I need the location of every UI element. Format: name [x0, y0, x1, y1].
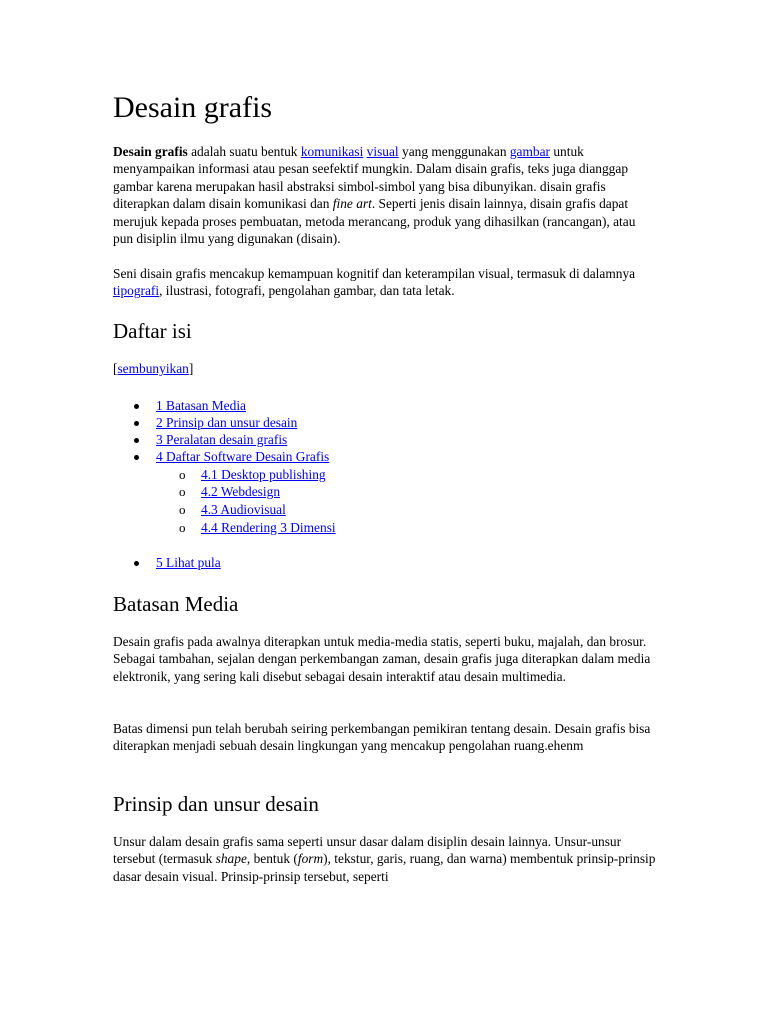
toc-sublink[interactable]: 4.4 Rendering 3 Dimensi	[201, 520, 336, 535]
italic-term: fine art	[332, 196, 372, 212]
toc-item	[156, 554, 221, 571]
link-visual[interactable]: visual	[366, 144, 399, 159]
text-span: Seni disain grafis mencakup kemampuan kognitif dan keterampilan visual, termasuk di dalamnya	[113, 266, 636, 281]
intro-paragraph-2	[113, 265, 658, 300]
link-tipografi[interactable]: tipografi	[113, 283, 160, 299]
toc-link[interactable]: 5 Lihat pula	[156, 555, 221, 570]
bracket-close: ]	[188, 361, 194, 376]
text-span: ), tekstur, garis, ruang, dan warna) membentuk prinsip-prinsip dasar desain visual. Prinsip-prinsip tersebut, seperti	[113, 851, 656, 884]
link-komunikasi[interactable]: komunikasi	[300, 144, 364, 159]
circle-bullet-icon: o	[179, 467, 186, 482]
toc-link[interactable]: 4 Daftar Software Desain Grafis	[156, 449, 330, 464]
text-span: yang menggunakan	[398, 144, 510, 159]
toc-subitem	[179, 501, 286, 518]
circle-bullet-icon: o	[179, 502, 186, 517]
circle-bullet-icon: o	[179, 484, 186, 499]
toc-subitem	[179, 483, 281, 500]
text-span: , bentuk (	[246, 851, 298, 867]
section-heading-prinsip: Prinsip dan unsur desain	[113, 792, 319, 816]
link-gambar[interactable]: gambar	[509, 144, 551, 159]
bullet-icon	[134, 455, 139, 460]
toc-toggle	[113, 360, 193, 377]
toc-sublink[interactable]: 4.1 Desktop publishing	[201, 467, 326, 482]
toc-subitem	[179, 466, 326, 483]
toc-sublink[interactable]: 4.2 Webdesign	[201, 484, 281, 499]
text-span: , ilustrasi, fotografi, pengolahan gambar, dan tata letak.	[159, 283, 455, 299]
bracket-open: [	[113, 361, 118, 376]
toc-item	[156, 448, 329, 465]
toc-link[interactable]: 2 Prinsip dan unsur desain	[156, 415, 298, 430]
toc-heading: Daftar isi	[113, 319, 192, 343]
bullet-icon	[134, 404, 139, 409]
toc-link[interactable]: 1 Batasan Media	[156, 398, 246, 413]
toc-item	[156, 414, 297, 431]
batasan-paragraph-2: Batas dimensi pun telah berubah seiring perkembangan pemikiran tentang desain. Desain grafis bisa diterapkan menjadi sebuah desain lingkungan yang mencakup pengolahan ruang.ehenm	[113, 721, 651, 754]
batasan-paragraph-1: Desain grafis pada awalnya diterapkan untuk media-media statis, seperti buku, majalah, dan brosur. Sebagai tambahan, sejalan dengan perkembangan zaman, desain grafis juga diterapkan dalam media elektronik, yang sering kali disebut sebagai desain interaktif atau desain multimedia.	[113, 634, 651, 684]
bullet-icon	[134, 438, 139, 443]
section-heading-batasan: Batasan Media	[113, 592, 239, 616]
toc-subitem	[179, 519, 336, 536]
toc-sublink[interactable]: 4.3 Audiovisual	[201, 502, 286, 517]
toc-link[interactable]: 3 Peralatan desain grafis	[156, 432, 288, 447]
italic-term: form	[297, 851, 324, 867]
bullet-icon	[134, 561, 139, 566]
bullet-icon	[134, 421, 139, 426]
text-span: Unsur dalam desain grafis sama seperti unsur dasar dalam disiplin desain lainnya. Unsur-unsur tersebut (termasuk	[113, 834, 622, 867]
circle-bullet-icon: o	[179, 520, 186, 535]
prinsip-paragraph	[113, 833, 658, 885]
toc-item	[156, 431, 287, 448]
page-title: Desain grafis	[113, 91, 273, 124]
intro-paragraph-1	[113, 143, 658, 247]
text-span: adalah suatu bentuk	[187, 144, 301, 159]
toc-hide-link[interactable]: sembunyikan	[117, 361, 189, 376]
toc-item	[156, 397, 246, 414]
bold-term: Desain grafis	[113, 144, 188, 159]
text-span: untuk menyampaikan informasi atau pesan seefektif mungkin. Dalam disain grafis, teks juga dianggap gambar karena merupakan hasil abstraksi simbol-simbol yang bisa dibunyikan. disain grafis diterapkan dalam disain komunikasi dan	[113, 144, 629, 212]
text-span: . Seperti jenis disain lainnya, disain grafis dapat merujuk kepada proses pembuatan, metoda merancang, produk yang dihasilkan (rancangan), atau pun disiplin ilmu yang digunakan (disain).	[113, 196, 636, 247]
italic-term: shape	[215, 851, 247, 867]
